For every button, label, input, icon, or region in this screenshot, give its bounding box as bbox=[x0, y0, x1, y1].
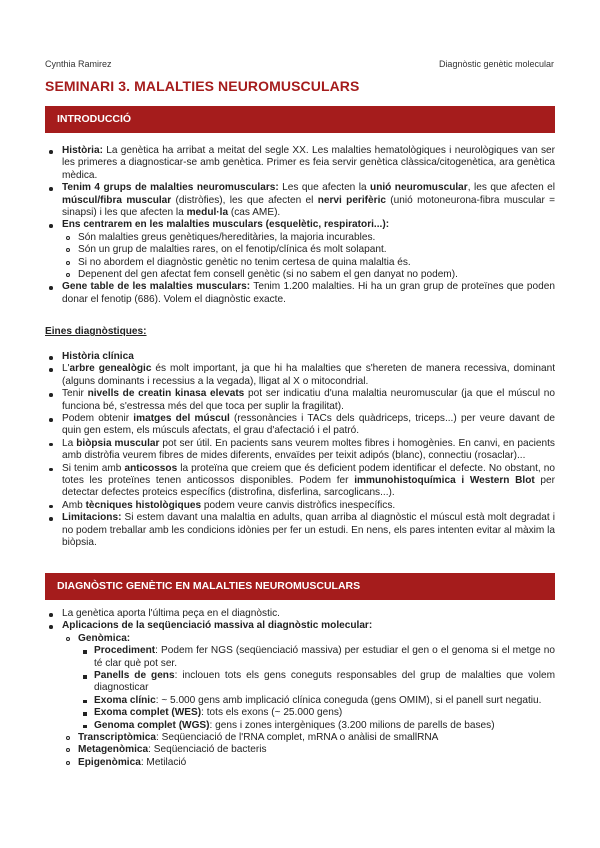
diag-section bbox=[45, 608, 555, 769]
list-item: Podem obtenir imatges del múscul (ressonàncies i TACs dels quàdriceps, triceps...) per veure davant de quin gen estem, els músculs afectats, el grau d'afectació i el patró. bbox=[45, 413, 555, 438]
list-item: Limitacions: Si estem davant una malaltia en adults, quan arriba al diagnòstic el múscul està molt degradat i no podem treballar amb les condicions idònies per fer un estudi. En nens, els pares intenten evitar al màxim la biòpsia. bbox=[45, 512, 555, 549]
list-item: Depenent del gen afectat fem consell genètic (si no sabem el gen danyat no podem). bbox=[62, 269, 555, 281]
section-band-diagnostic: DIAGNÒSTIC GENÈTIC EN MALALTIES NEUROMUSCULARS bbox=[45, 573, 555, 600]
list-item: Genoma complet (WGS): gens i zones intergèniques (3.200 milions de parells de bases) bbox=[78, 720, 555, 732]
list-item: Història clínica bbox=[45, 351, 555, 363]
list-item: Exoma clínic: ~ 5.000 gens amb implicació clínica coneguda (gens OMIM), si el panell surt negatiu. bbox=[78, 695, 555, 707]
list-item: Ens centrarem en les malalties musculars (esquelètic, respiratori...): Són malalties greus genètiques/hereditàries, la majoria incurables. Són un grup de malalties rares, on el fenotip/clínica és molt solapant. Si no abordem el diagnòstic genètic no tenim certesa de quina malaltia és. Depenent del gen afectat fem consell genètic (si no sabem el gen danyat no podem). bbox=[45, 219, 555, 281]
list-item: Transcriptòmica: Seqüenciació de l'RNA complet, mRNA o anàlisi de smallRNA bbox=[62, 732, 555, 744]
list-item: Exoma complet (WES): tots els exons (~ 25.000 gens) bbox=[78, 707, 555, 719]
list-item: Procediment: Podem fer NGS (seqüenciació massiva) per estudiar el gen o el genoma si el metge no té clar què pot ser. bbox=[78, 645, 555, 670]
eines-section bbox=[45, 351, 555, 550]
list-item: Panells de gens: inclouen tots els gens coneguts responsables del grup de malalties que volem diagnosticar bbox=[78, 670, 555, 695]
list-item: Epigenòmica: Metilació bbox=[62, 757, 555, 769]
header-author: Cynthia Ramirez bbox=[45, 59, 112, 69]
list-item: Aplicacions de la seqüenciació massiva al diagnòstic molecular: Genòmica: Procediment: Podem fer NGS (seqüenciació massiva) per estudiar el gen o el genoma si el metge no té clar què pot ser. Panells de gens: inclouen tots els gens coneguts responsables del grup de malalties que volem diagnosticar Exoma clínic: ~ 5.000 gens amb implicació clínica coneguda (gens OMIM), si el panell surt negatiu. Exoma complet (WES): tots els exons (~ 25.000 gens) Genoma complet (WGS): gens i zones intergèniques (3.200 milions de parells de bases) Transcriptòmica: Seqüenciació de l'RNA complet, mRNA o anàlisi de smallRNA Metagenòmica: Seqüenciació de bacteris Epigenòmica: Metilació bbox=[45, 620, 555, 769]
list-item: Gene table de les malalties musculars: Tenim 1.200 malalties. Hi ha un gran grup de proteïnes que poden donar el fenotip (686). Volem el diagnòstic exacte. bbox=[45, 281, 555, 306]
list-item: La biòpsia muscular pot ser útil. En pacients sans veurem moltes fibres i homogènies. En canvi, en pacients amb distròfia veurem fibres de mides diferents, envaïdes per teixit adipós (blanc), connectiu (rosaclar)... bbox=[45, 438, 555, 463]
list-item: L'arbre genealògic és molt important, ja que hi ha malalties que s'hereten de manera recessiva, dominant (alguns dominants i recessius a la vegada), lligat al X o mitocondrial. bbox=[45, 363, 555, 388]
section-band-introduccio: INTRODUCCIÓ bbox=[45, 106, 555, 133]
list-item: Metagenòmica: Seqüenciació de bacteris bbox=[62, 744, 555, 756]
list-item: Tenir nivells de creatin kinasa elevats pot ser indicatiu d'una malaltia neuromuscular (ja que el múscul no funciona bé, s'estressa més del que toca per suplir la fragilitat). bbox=[45, 388, 555, 413]
list-item: Tenim 4 grups de malalties neuromusculars: Les que afecten la unió neuromuscular, les que afecten el múscul/fibra muscular (distròfies), les que afecten el nervi perifèric (unió motoneurona-fibra muscular = sinapsi) i les que afecten la medul·la (cas AME). bbox=[45, 182, 555, 219]
header-course: Diagnòstic genètic molecular bbox=[438, 59, 554, 69]
list-item: Història: La genètica ha arribat a meitat del segle XX. Les malalties hematològiques i neurològiques van ser les primeres a diagnosticar-se amb genètica. Primer es feia servir genètica clàssica/citogenètica, ara genètica mèdica. bbox=[45, 145, 555, 182]
list-item: La genètica aporta l'última peça en el diagnòstic. bbox=[45, 608, 555, 620]
list-item: Si no abordem el diagnòstic genètic no tenim certesa de quina malaltia és. bbox=[62, 257, 555, 269]
list-item: Genòmica: Procediment: Podem fer NGS (seqüenciació massiva) per estudiar el gen o el genoma si el metge no té clar què pot ser. Panells de gens: inclouen tots els gens coneguts responsables del grup de malalties que volem diagnosticar Exoma clínic: ~ 5.000 gens amb implicació clínica coneguda (gens OMIM), si el panell surt negatiu. Exoma complet (WES): tots els exons (~ 25.000 gens) Genoma complet (WGS): gens i zones intergèniques (3.200 milions de parells de bases) bbox=[62, 633, 555, 732]
list-item: Si tenim amb anticossos la proteïna que creiem que és deficient podem identificar el defecte. No obstant, no totes les proteïnes tenen anticossos disponibles. Podem fer immunohistoquímica i Western Blot per detectar defectes proteics específics (distrofina, disferlina, sarcoglicans...). bbox=[45, 463, 555, 500]
page-title: SEMINARI 3. MALALTIES NEUROMUSCULARS bbox=[45, 78, 360, 94]
subheading-eines: Eines diagnòstiques: bbox=[45, 326, 147, 337]
list-item: Amb tècniques histològiques podem veure canvis distròfics inespecífics. bbox=[45, 500, 555, 512]
list-item: Són malalties greus genètiques/hereditàries, la majoria incurables. bbox=[62, 232, 555, 244]
list-item: Són un grup de malalties rares, on el fenotip/clínica és molt solapant. bbox=[62, 244, 555, 256]
intro-section bbox=[45, 145, 555, 306]
